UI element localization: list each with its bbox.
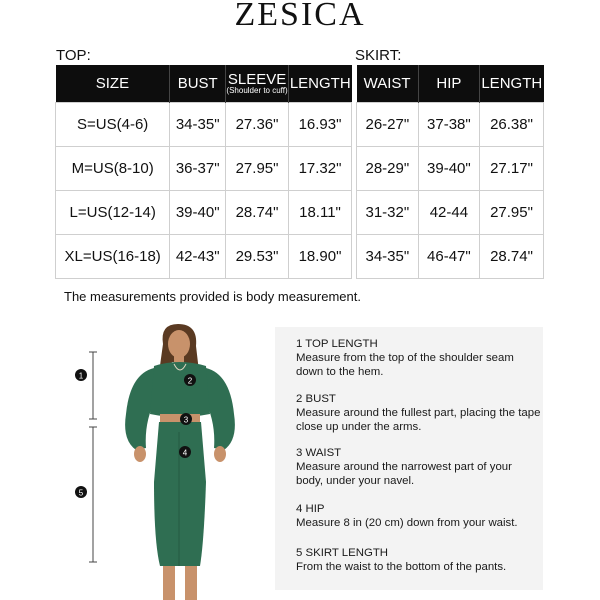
guide-text: From the waist to the bottom of the pants.: [296, 561, 507, 573]
guide-top-length: [296, 337, 541, 379]
table-cell: 18.90": [289, 234, 352, 278]
table-cell: 26-27": [357, 102, 419, 146]
model-figure: [60, 322, 280, 600]
guide-text: Measure 8 in (20 cm) down from your waist.: [296, 517, 518, 529]
table-cell: 46-47": [418, 234, 479, 278]
guide-title: 5 SKIRT LENGTH: [296, 547, 388, 559]
header-skirt-length: LENGTH: [480, 65, 544, 102]
table-row: [357, 190, 544, 234]
table-cell: 42-43": [170, 234, 226, 278]
table-cell: 36-37": [170, 146, 226, 190]
guide-text: Measure around the fullest part, placing the tape close up under the arms.: [296, 407, 541, 433]
marker-1: [75, 369, 87, 381]
table-cell: 34-35": [170, 102, 226, 146]
table-row: [56, 102, 352, 146]
table-row: [56, 234, 352, 278]
header-bust: BUST: [170, 65, 226, 102]
guide-hip: [296, 502, 541, 530]
marker-2: [184, 374, 196, 386]
marker-3: [180, 413, 192, 425]
table-cell: 26.38": [480, 102, 544, 146]
guide-title: 2 BUST: [296, 393, 336, 405]
skirt-section-label: SKIRT:: [355, 47, 402, 64]
marker-4: [179, 446, 191, 458]
header-waist: WAIST: [357, 65, 419, 102]
marker-5: [75, 486, 87, 498]
brand-logo: ZESICA: [234, 0, 366, 33]
table-cell: 27.95": [480, 190, 544, 234]
guide-text: Measure from the top of the shoulder seam down to the hem.: [296, 352, 514, 378]
table-cell: 27.17": [480, 146, 544, 190]
table-row: [357, 234, 544, 278]
table-cell: 28.74": [480, 234, 544, 278]
guide-bust: [296, 392, 541, 434]
guide-title: 4 HIP: [296, 503, 325, 515]
header-size: SIZE: [56, 65, 170, 102]
svg-text:2: 2: [187, 376, 193, 386]
table-cell: 16.93": [289, 102, 352, 146]
guide-waist: [296, 446, 541, 488]
measurement-note: The measurements provided is body measurement.: [64, 289, 361, 304]
table-row: [357, 102, 544, 146]
header-sleeve: [226, 65, 289, 102]
top-size-table: [55, 65, 352, 279]
table-cell: 28-29": [357, 146, 419, 190]
header-sleeve-note: (Shoulder to cuff): [226, 86, 288, 96]
table-cell: 39-40": [418, 146, 479, 190]
table-cell: 17.32": [289, 146, 352, 190]
svg-text:3: 3: [183, 415, 189, 425]
model-illustration: [60, 322, 280, 600]
header-hip: HIP: [418, 65, 479, 102]
guide-title: 1 TOP LENGTH: [296, 338, 378, 350]
header-sleeve-label: SLEEVE: [227, 71, 287, 89]
table-cell: M=US(8-10): [56, 146, 170, 190]
table-cell: 18.11": [289, 190, 352, 234]
top-section-label: TOP:: [56, 47, 91, 64]
guide-text: Measure around the narrowest part of your body, under your navel.: [296, 461, 512, 487]
measurement-guide-panel: [275, 327, 543, 590]
table-row: [56, 146, 352, 190]
table-cell: 31-32": [357, 190, 419, 234]
table-row: [357, 146, 544, 190]
guide-skirt-length: [296, 546, 541, 574]
table-row: [56, 190, 352, 234]
table-cell: 27.36": [226, 102, 289, 146]
skirt-size-table: [356, 65, 544, 279]
table-cell: XL=US(16-18): [56, 234, 170, 278]
table-cell: 37-38": [418, 102, 479, 146]
table-cell: S=US(4-6): [56, 102, 170, 146]
table-cell: 29.53": [226, 234, 289, 278]
svg-text:4: 4: [182, 448, 188, 458]
table-cell: L=US(12-14): [56, 190, 170, 234]
header-top-length: LENGTH: [289, 65, 352, 102]
guide-title: 3 WAIST: [296, 447, 342, 459]
table-cell: 28.74": [226, 190, 289, 234]
svg-text:5: 5: [78, 488, 84, 498]
table-cell: 27.95": [226, 146, 289, 190]
svg-text:1: 1: [78, 371, 84, 381]
table-cell: 34-35": [357, 234, 419, 278]
table-cell: 42-44: [418, 190, 479, 234]
table-cell: 39-40": [170, 190, 226, 234]
